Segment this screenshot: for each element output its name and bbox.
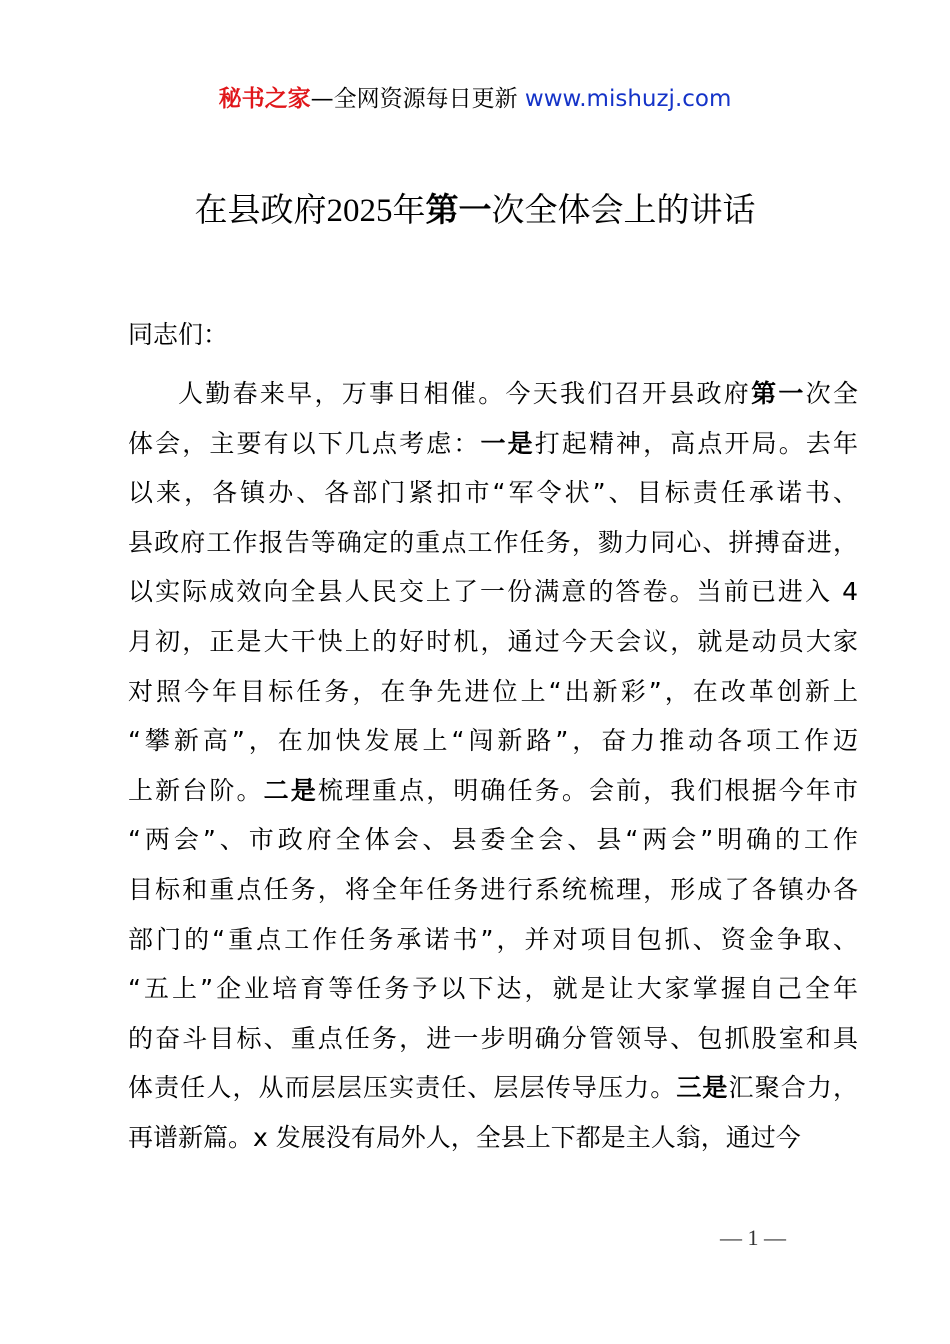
text-segment: 打起精神，高点开局。去年 — [534, 428, 858, 458]
header-tagline: —全网资源每日更新 — [310, 86, 518, 112]
text-segment: 梳理重点，明确任务。会前，我们根据今年市 — [317, 775, 858, 805]
text-segment: 部门的“重点工作任务承诺书”，并对项目包抓、资金争取、 — [128, 924, 858, 954]
title-part: 年 — [392, 190, 426, 229]
text-segment: 体责任人，从而层层压实责任、层层传导压力。 — [128, 1073, 677, 1103]
text-line — [128, 473, 858, 523]
text-segment: 再谱新篇。x 发展没有局外人，全县上下都是主人翁，通过今 — [128, 1122, 801, 1152]
text-line — [128, 672, 858, 722]
bold-text: 第一 — [751, 379, 806, 408]
text-segment: 人勤春来早，万事日相催。今天我们召开县政府 — [178, 379, 752, 408]
text-line — [128, 771, 858, 821]
text-line — [128, 1118, 858, 1168]
text-line — [128, 424, 858, 474]
text-line — [128, 374, 858, 424]
text-line — [128, 1068, 858, 1118]
text-line — [128, 1019, 858, 1069]
bold-text: 三是 — [676, 1073, 729, 1103]
text-segment: 以来，各镇办、各部门紧扣市“军令状”、目标责任承诺书、 — [128, 478, 858, 508]
site-link[interactable]: www.mishuzj.com — [524, 86, 732, 112]
text-segment: 月初，正是大干快上的好时机，通过今天会议，就是动员大家 — [128, 626, 858, 656]
bold-text: 二是 — [263, 775, 318, 805]
text-line — [128, 523, 858, 573]
text-segment: 上新台阶。 — [128, 775, 264, 805]
bold-text: 一是 — [480, 428, 535, 458]
title-part: 在县政府 — [194, 190, 327, 229]
page-number: — 1 — — [720, 1225, 786, 1250]
text-segment: “两会”、市政府全体会、县委全会、县“两会”明确的工作 — [128, 825, 858, 855]
text-segment: 汇聚合力， — [728, 1073, 858, 1103]
text-segment: 以实际成效向全县人民交上了一份满意的答卷。当前已进入 4 — [128, 577, 858, 607]
text-line — [128, 920, 858, 970]
text-line — [128, 820, 858, 870]
text-line — [128, 721, 858, 771]
site-header — [0, 80, 950, 113]
text-line — [128, 572, 858, 622]
text-segment: 县政府工作报告等确定的重点工作任务，勠力同心、拼搏奋进， — [128, 527, 858, 557]
text-segment: “攀新高”，在加快发展上“闯新路”，奋力推动各项工作迈 — [128, 726, 858, 756]
body-text — [128, 374, 858, 1168]
document-title — [0, 184, 950, 231]
text-segment: “五上”企业培育等任务予以下达，就是让大家掌握自己全年 — [128, 974, 858, 1004]
text-segment: 的奋斗目标、重点任务，进一步明确分管领导、包抓股室和具 — [128, 1023, 858, 1053]
title-year: 2025 — [326, 193, 393, 229]
greeting: 同志们： — [128, 320, 229, 349]
text-line — [128, 870, 858, 920]
text-segment: 次全 — [805, 379, 858, 408]
text-segment: 体会，主要有以下几点考虑： — [128, 428, 481, 458]
text-line — [128, 969, 858, 1019]
text-line — [128, 622, 858, 672]
title-bold: 第一 — [425, 190, 492, 229]
text-segment: 目标和重点任务，将全年任务进行系统梳理，形成了各镇办各 — [128, 874, 858, 904]
text-segment: 对照今年目标任务，在争先进位上“出新彩”，在改革创新上 — [128, 676, 858, 706]
title-part: 次全体会上的讲话 — [491, 190, 756, 229]
brand-name: 秘书之家 — [218, 86, 311, 112]
